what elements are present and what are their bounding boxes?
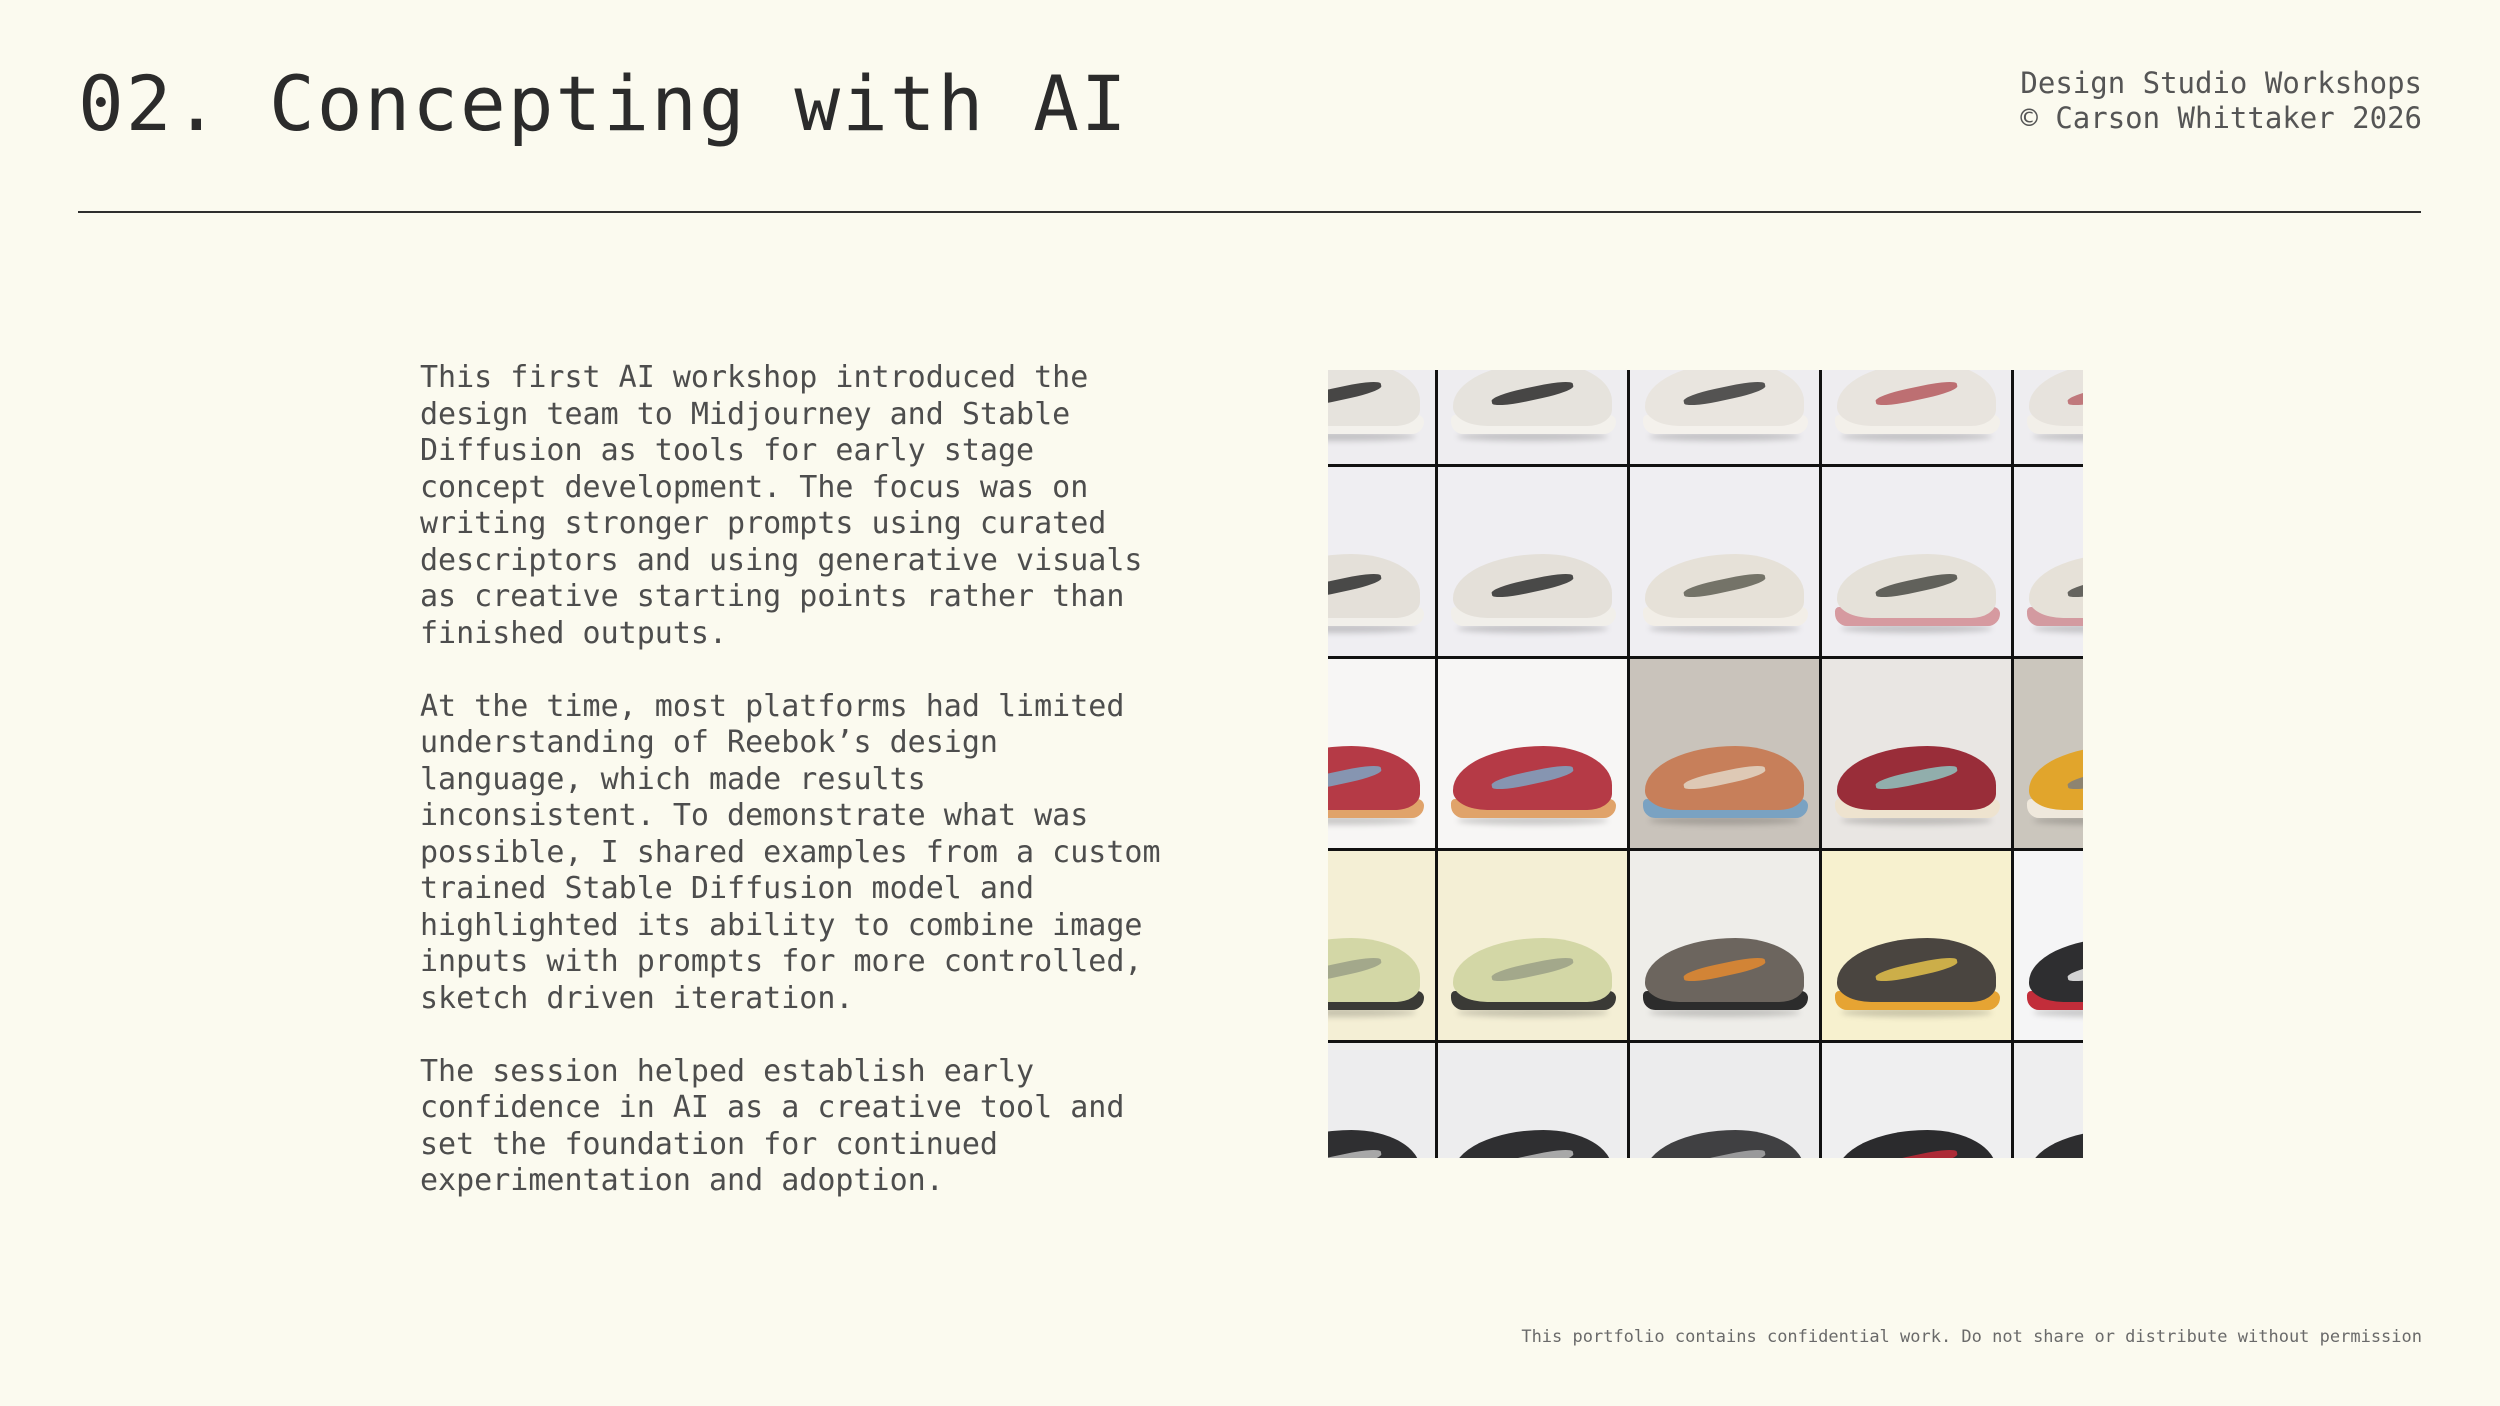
sneaker-concept-image: [2014, 467, 2083, 656]
sneaker-concept-image: [1630, 1043, 1819, 1158]
sneaker-concept-image: [1822, 659, 2011, 848]
sneaker-concept-image: [2014, 370, 2083, 464]
paragraph-outcome: The session helped establish early confidence in AI as a creative tool and set the foundation for continued experimentation and adoption.: [420, 1053, 1125, 1198]
sneaker-concept-image: [2014, 1043, 2083, 1158]
shoe-upper: [2029, 554, 2083, 618]
sneaker-concept-image: [1822, 467, 2011, 656]
sneaker-concept-image: [1630, 370, 1819, 464]
header-divider: [78, 211, 2421, 213]
sneaker-grid-tiles: [1328, 370, 2083, 1158]
copyright-line: © Carson Whittaker 2026: [2020, 101, 2422, 135]
sneaker-concept-image: [1822, 1043, 2011, 1158]
sneaker-concept-image: [1630, 659, 1819, 848]
sneaker-concept-image: [1328, 467, 1435, 656]
sneaker-concept-image: [1438, 851, 1627, 1040]
paragraph-intro: This first AI workshop introduced the design team to Midjourney and Stable Diffusion as tools for early stage concept development. The focus was on writing stronger prompts using curated descriptors and using generative visuals as creative starting points rather than finished outputs.: [420, 360, 1143, 651]
sneaker-concept-image: [1328, 1043, 1435, 1158]
sneaker-concept-image: [1438, 467, 1627, 656]
sneaker-concept-image: [1438, 370, 1627, 464]
sneaker-concept-image: [1822, 851, 2011, 1040]
sneaker-concept-image: [1630, 851, 1819, 1040]
shoe-upper: [2029, 746, 2083, 810]
sneaker-concept-image: [1822, 370, 2011, 464]
sneaker-concept-image: [1630, 467, 1819, 656]
studio-name: Design Studio Workshops: [2020, 66, 2422, 100]
sneaker-concept-grid: [1328, 370, 2083, 1158]
sneaker-concept-image: [1438, 659, 1627, 848]
sneaker-concept-image: [1328, 659, 1435, 848]
confidentiality-notice: This portfolio contains confidential work. Do not share or distribute without permission: [1521, 1327, 2422, 1347]
sneaker-concept-image: [2014, 659, 2083, 848]
page-title: 02. Concepting with AI: [78, 59, 1129, 148]
paragraph-context: At the time, most platforms had limited understanding of Reebok’s design language, which made results inconsistent. To demonstrate what was possible, I shared examples from a custom trained Stable Diffusion model and highlighted its ability to combine image inputs with prompts for more controlled, sketch driven iteration.: [420, 688, 1161, 1016]
sneaker-concept-image: [1328, 370, 1435, 464]
shoe-upper: [2029, 1130, 2083, 1158]
sneaker-concept-image: [1328, 851, 1435, 1040]
shoe-upper: [2029, 938, 2083, 1002]
sneaker-concept-image: [1438, 1043, 1627, 1158]
workshop-description: [420, 360, 1200, 1236]
sneaker-concept-image: [2014, 851, 2083, 1040]
studio-credit: [2020, 66, 2422, 136]
